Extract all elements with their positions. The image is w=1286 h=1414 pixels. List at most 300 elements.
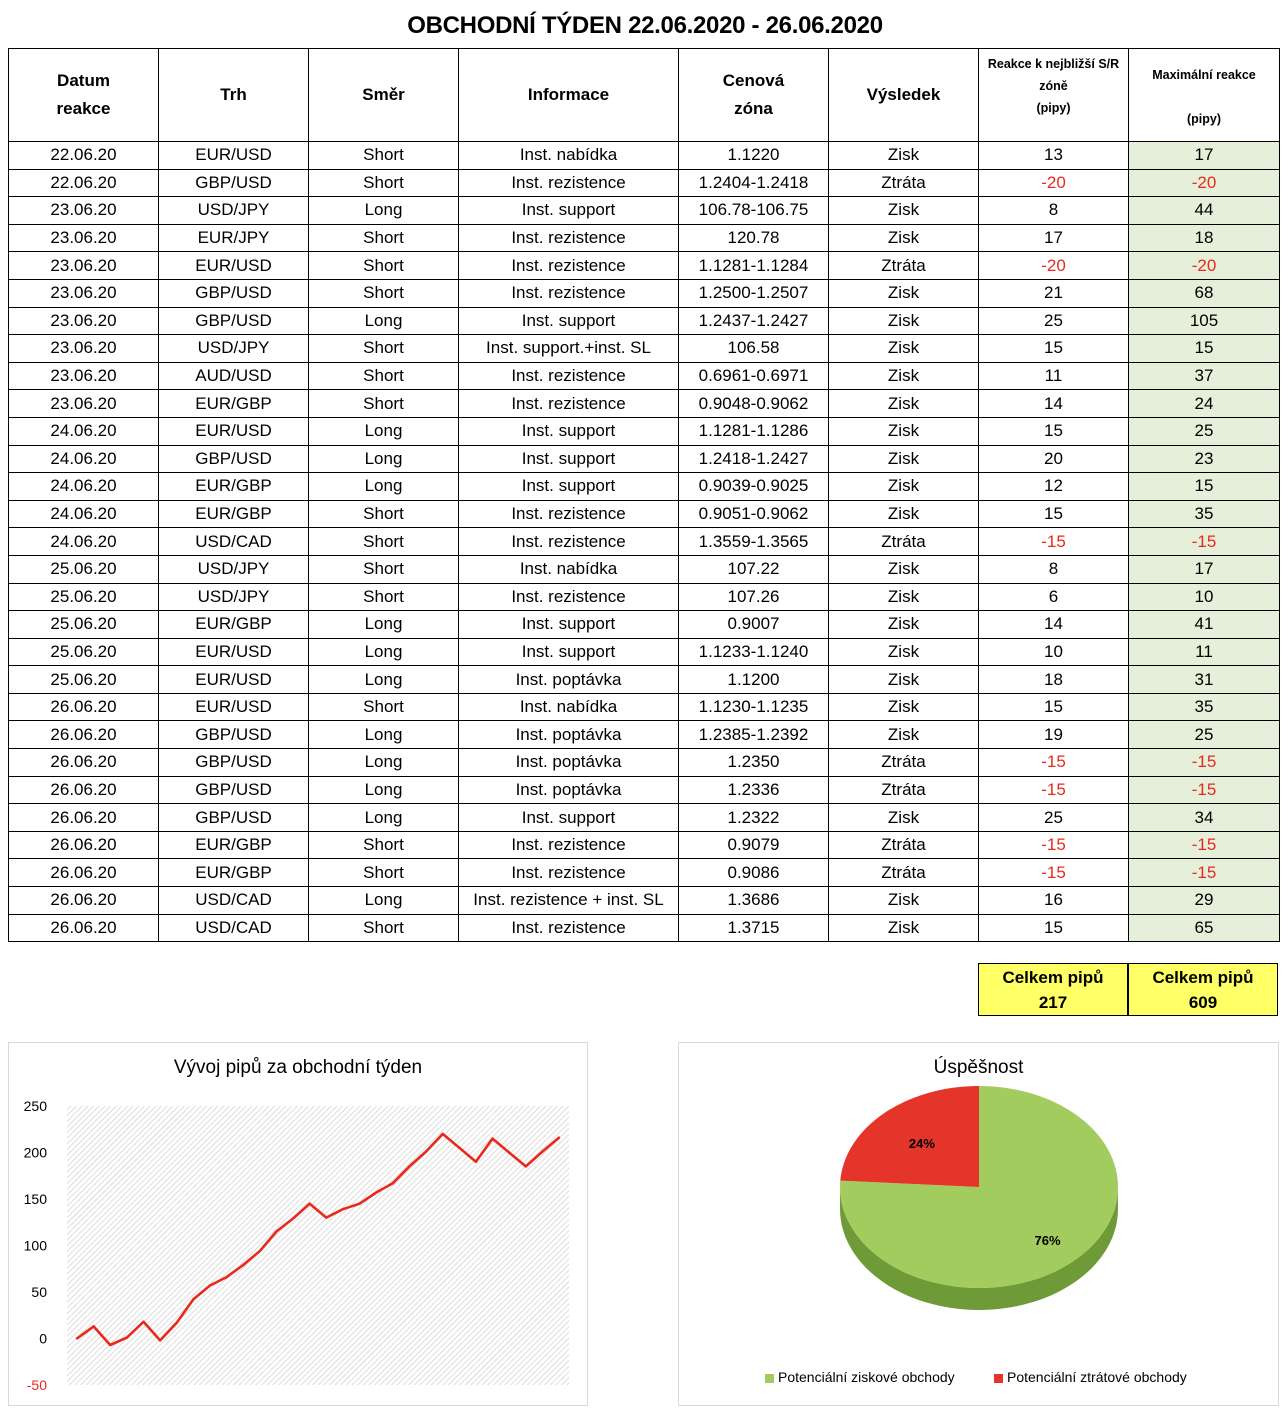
cell-smer: Short xyxy=(309,831,459,859)
cell-vysledek: Zisk xyxy=(829,142,979,170)
data-point xyxy=(192,1298,194,1300)
table-row xyxy=(9,279,1280,307)
cell-reakce: 12 xyxy=(979,473,1129,501)
legend-item-win xyxy=(765,1369,955,1385)
cell-cenova-zona: 1.2404-1.2418 xyxy=(679,169,829,197)
cell-max-reakce: 15 xyxy=(1129,473,1280,501)
cell-vysledek: Zisk xyxy=(829,721,979,749)
cell-informace: Inst. rezistence xyxy=(459,500,679,528)
total-reaction-label: Celkem pipů xyxy=(1002,968,1104,987)
cell-reakce: 15 xyxy=(979,693,1129,721)
cell-max-reakce: -15 xyxy=(1129,776,1280,804)
cell-vysledek: Zisk xyxy=(829,390,979,418)
table-row xyxy=(9,638,1280,666)
legend-swatch-win xyxy=(765,1374,774,1383)
cell-datum: 23.06.20 xyxy=(9,279,159,307)
cell-trh: AUD/USD xyxy=(159,362,309,390)
cell-cenova-zona: 1.1220 xyxy=(679,142,829,170)
cell-max-reakce: -15 xyxy=(1129,831,1280,859)
cell-datum: 23.06.20 xyxy=(9,362,159,390)
cell-smer: Short xyxy=(309,555,459,583)
cell-smer: Short xyxy=(309,583,459,611)
legend-label-win: Potenciální ziskové obchody xyxy=(778,1369,955,1385)
cell-reakce: -15 xyxy=(979,776,1129,804)
cell-cenova-zona: 107.22 xyxy=(679,555,829,583)
cell-max-reakce: -15 xyxy=(1129,749,1280,777)
table-row xyxy=(9,749,1280,777)
cell-vysledek: Ztráta xyxy=(829,749,979,777)
header-datum: Datum reakce xyxy=(9,49,159,142)
cell-smer: Long xyxy=(309,666,459,694)
cell-cenova-zona: 1.2336 xyxy=(679,776,829,804)
cell-reakce: 13 xyxy=(979,142,1129,170)
cell-cenova-zona: 1.3715 xyxy=(679,914,829,942)
cell-smer: Short xyxy=(309,169,459,197)
table-row xyxy=(9,804,1280,832)
cell-reakce: -15 xyxy=(979,528,1129,556)
cell-informace: Inst. rezistence xyxy=(459,390,679,418)
cell-max-reakce: 41 xyxy=(1129,611,1280,639)
cell-informace: Inst. support xyxy=(459,445,679,473)
cell-trh: EUR/USD xyxy=(159,638,309,666)
table-row xyxy=(9,583,1280,611)
data-point xyxy=(392,1182,394,1184)
cell-max-reakce: 31 xyxy=(1129,666,1280,694)
y-tick-label: 0 xyxy=(39,1330,47,1347)
data-point xyxy=(142,1321,144,1323)
cell-reakce: 15 xyxy=(979,417,1129,445)
data-point xyxy=(325,1216,327,1218)
cell-reakce: 10 xyxy=(979,638,1129,666)
cell-reakce: 11 xyxy=(979,362,1129,390)
cell-informace: Inst. rezistence xyxy=(459,224,679,252)
cell-max-reakce: 105 xyxy=(1129,307,1280,335)
cell-trh: EUR/USD xyxy=(159,417,309,445)
cell-trh: EUR/USD xyxy=(159,693,309,721)
legend-item-loss xyxy=(994,1369,1187,1385)
data-point xyxy=(292,1217,294,1219)
table-row xyxy=(9,555,1280,583)
pie-label-win: 76% xyxy=(1034,1233,1061,1249)
cell-vysledek: Zisk xyxy=(829,279,979,307)
data-point xyxy=(242,1264,244,1266)
cell-informace: Inst. rezistence xyxy=(459,583,679,611)
cell-trh: GBP/USD xyxy=(159,749,309,777)
cell-vysledek: Zisk xyxy=(829,693,979,721)
data-point xyxy=(558,1136,560,1138)
cell-datum: 22.06.20 xyxy=(9,142,159,170)
table-row xyxy=(9,142,1280,170)
cell-smer: Long xyxy=(309,721,459,749)
cell-cenova-zona: 1.1233-1.1240 xyxy=(679,638,829,666)
cell-datum: 25.06.20 xyxy=(9,583,159,611)
y-tick-label: 150 xyxy=(23,1191,47,1207)
cell-max-reakce: 18 xyxy=(1129,224,1280,252)
cell-vysledek: Zisk xyxy=(829,804,979,832)
cell-cenova-zona: 1.2500-1.2507 xyxy=(679,279,829,307)
table-row xyxy=(9,776,1280,804)
data-point xyxy=(425,1150,427,1152)
cell-max-reakce: 17 xyxy=(1129,142,1280,170)
cell-max-reakce: 35 xyxy=(1129,500,1280,528)
y-tick-label: -50 xyxy=(26,1377,47,1393)
cell-informace: Inst. support xyxy=(459,417,679,445)
cell-reakce: 20 xyxy=(979,445,1129,473)
cell-cenova-zona: 107.26 xyxy=(679,583,829,611)
cell-vysledek: Zisk xyxy=(829,611,979,639)
cell-informace: Inst. rezistence + inst. SL xyxy=(459,887,679,915)
cell-reakce: -20 xyxy=(979,169,1129,197)
table-row xyxy=(9,307,1280,335)
cell-reakce: -15 xyxy=(979,749,1129,777)
cell-datum: 23.06.20 xyxy=(9,224,159,252)
table-row xyxy=(9,831,1280,859)
cell-cenova-zona: 0.9086 xyxy=(679,859,829,887)
cell-trh: EUR/GBP xyxy=(159,859,309,887)
cell-cenova-zona: 1.2350 xyxy=(679,749,829,777)
cell-max-reakce: -15 xyxy=(1129,528,1280,556)
cell-trh: EUR/GBP xyxy=(159,500,309,528)
cell-trh: EUR/GBP xyxy=(159,390,309,418)
cell-cenova-zona: 0.9079 xyxy=(679,831,829,859)
cell-max-reakce: 17 xyxy=(1129,555,1280,583)
cell-reakce: -15 xyxy=(979,831,1129,859)
cell-informace: Inst. poptávka xyxy=(459,776,679,804)
cell-smer: Short xyxy=(309,500,459,528)
cell-smer: Long xyxy=(309,776,459,804)
cell-reakce: 14 xyxy=(979,611,1129,639)
cell-smer: Short xyxy=(309,252,459,280)
cell-vysledek: Zisk xyxy=(829,500,979,528)
data-point xyxy=(209,1284,211,1286)
cell-informace: Inst. rezistence xyxy=(459,362,679,390)
cell-max-reakce: 68 xyxy=(1129,279,1280,307)
cell-reakce: -20 xyxy=(979,252,1129,280)
data-point xyxy=(176,1322,178,1324)
cell-max-reakce: 25 xyxy=(1129,721,1280,749)
cell-max-reakce: 24 xyxy=(1129,390,1280,418)
data-point xyxy=(358,1203,360,1205)
cell-informace: Inst. support.+inst. SL xyxy=(459,335,679,363)
data-point xyxy=(275,1230,277,1232)
cell-smer: Short xyxy=(309,693,459,721)
cell-datum: 25.06.20 xyxy=(9,638,159,666)
line-chart-title: Vývoj pipů za obchodní týden xyxy=(173,1057,423,1078)
data-point xyxy=(92,1325,94,1327)
cell-vysledek: Zisk xyxy=(829,914,979,942)
cell-cenova-zona: 1.2385-1.2392 xyxy=(679,721,829,749)
cell-vysledek: Zisk xyxy=(829,638,979,666)
cell-max-reakce: 35 xyxy=(1129,693,1280,721)
pie-chart xyxy=(679,1043,1280,1407)
cell-vysledek: Zisk xyxy=(829,887,979,915)
y-tick-label: 250 xyxy=(23,1098,47,1114)
data-point xyxy=(309,1203,311,1205)
cell-smer: Long xyxy=(309,638,459,666)
cell-cenova-zona: 1.1281-1.1284 xyxy=(679,252,829,280)
data-point xyxy=(259,1250,261,1252)
cell-cenova-zona: 1.3686 xyxy=(679,887,829,915)
cell-cenova-zona: 106.78-106.75 xyxy=(679,197,829,225)
cell-smer: Long xyxy=(309,417,459,445)
cell-informace: Inst. poptávka xyxy=(459,749,679,777)
cell-vysledek: Zisk xyxy=(829,417,979,445)
cell-datum: 24.06.20 xyxy=(9,445,159,473)
cell-datum: 24.06.20 xyxy=(9,417,159,445)
legend-swatch-loss xyxy=(994,1374,1003,1383)
plot-area xyxy=(67,1106,569,1385)
cell-datum: 23.06.20 xyxy=(9,252,159,280)
cell-smer: Short xyxy=(309,362,459,390)
table-row xyxy=(9,197,1280,225)
cell-informace: Inst. rezistence xyxy=(459,528,679,556)
table-row xyxy=(9,224,1280,252)
line-chart xyxy=(9,1043,589,1407)
cell-datum: 23.06.20 xyxy=(9,197,159,225)
cell-smer: Long xyxy=(309,445,459,473)
data-point xyxy=(76,1337,78,1339)
data-point xyxy=(225,1276,227,1278)
cell-informace: Inst. rezistence xyxy=(459,169,679,197)
cell-informace: Inst. rezistence xyxy=(459,252,679,280)
cell-trh: EUR/GBP xyxy=(159,611,309,639)
table-row xyxy=(9,445,1280,473)
cell-smer: Long xyxy=(309,749,459,777)
data-point xyxy=(375,1191,377,1193)
cell-vysledek: Ztráta xyxy=(829,169,979,197)
cell-smer: Long xyxy=(309,887,459,915)
cell-vysledek: Ztráta xyxy=(829,859,979,887)
cell-trh: EUR/USD xyxy=(159,252,309,280)
cell-reakce: 18 xyxy=(979,666,1129,694)
cell-trh: EUR/GBP xyxy=(159,473,309,501)
cell-reakce: 15 xyxy=(979,335,1129,363)
cell-smer: Short xyxy=(309,528,459,556)
cell-cenova-zona: 1.3559-1.3565 xyxy=(679,528,829,556)
table-row xyxy=(9,528,1280,556)
data-point xyxy=(126,1336,128,1338)
total-max-label: Celkem pipů xyxy=(1152,968,1254,987)
cell-reakce: -15 xyxy=(979,859,1129,887)
cell-reakce: 25 xyxy=(979,804,1129,832)
cell-reakce: 15 xyxy=(979,914,1129,942)
cell-informace: Inst. support xyxy=(459,638,679,666)
cell-datum: 26.06.20 xyxy=(9,831,159,859)
page-title: OBCHODNÍ TÝDEN 22.06.2020 - 26.06.2020 xyxy=(407,12,883,39)
cell-vysledek: Zisk xyxy=(829,307,979,335)
table-row xyxy=(9,169,1280,197)
cell-reakce: 25 xyxy=(979,307,1129,335)
cell-max-reakce: 44 xyxy=(1129,197,1280,225)
line-chart-panel xyxy=(8,1042,588,1406)
cell-reakce: 15 xyxy=(979,500,1129,528)
cell-datum: 23.06.20 xyxy=(9,307,159,335)
table-row xyxy=(9,362,1280,390)
cell-informace: Inst. poptávka xyxy=(459,721,679,749)
cell-trh: EUR/GBP xyxy=(159,831,309,859)
cell-trh: USD/JPY xyxy=(159,335,309,363)
cell-reakce: 8 xyxy=(979,555,1129,583)
cell-trh: GBP/USD xyxy=(159,776,309,804)
trades-table xyxy=(8,48,1280,942)
cell-max-reakce: -20 xyxy=(1129,252,1280,280)
cell-datum: 24.06.20 xyxy=(9,528,159,556)
data-point xyxy=(458,1147,460,1149)
cell-vysledek: Zisk xyxy=(829,555,979,583)
cell-smer: Long xyxy=(309,611,459,639)
cell-cenova-zona: 1.1281-1.1286 xyxy=(679,417,829,445)
table-header-row xyxy=(9,49,1280,142)
cell-smer: Short xyxy=(309,224,459,252)
cell-smer: Short xyxy=(309,142,459,170)
cell-vysledek: Ztráta xyxy=(829,831,979,859)
cell-vysledek: Ztráta xyxy=(829,776,979,804)
legend-label-loss: Potenciální ztrátové obchody xyxy=(1007,1369,1187,1385)
cell-trh: EUR/USD xyxy=(159,142,309,170)
cell-reakce: 21 xyxy=(979,279,1129,307)
cell-datum: 22.06.20 xyxy=(9,169,159,197)
cell-max-reakce: -15 xyxy=(1129,859,1280,887)
cell-trh: GBP/USD xyxy=(159,804,309,832)
cell-datum: 24.06.20 xyxy=(9,500,159,528)
cell-informace: Inst. support xyxy=(459,473,679,501)
cell-cenova-zona: 120.78 xyxy=(679,224,829,252)
table-row xyxy=(9,666,1280,694)
cell-datum: 23.06.20 xyxy=(9,390,159,418)
cell-trh: EUR/USD xyxy=(159,666,309,694)
total-max-box xyxy=(1128,963,1278,1016)
cell-trh: USD/CAD xyxy=(159,528,309,556)
pie-chart-panel xyxy=(678,1042,1279,1406)
data-point xyxy=(491,1137,493,1139)
cell-trh: USD/CAD xyxy=(159,887,309,915)
cell-vysledek: Zisk xyxy=(829,473,979,501)
data-point xyxy=(475,1161,477,1163)
cell-datum: 25.06.20 xyxy=(9,555,159,583)
pie-label-loss: 24% xyxy=(908,1135,935,1151)
cell-datum: 26.06.20 xyxy=(9,804,159,832)
table-row xyxy=(9,611,1280,639)
cell-max-reakce: 10 xyxy=(1129,583,1280,611)
cell-datum: 24.06.20 xyxy=(9,473,159,501)
pie-chart-title: Úspěšnost xyxy=(933,1057,1024,1078)
table-row xyxy=(9,859,1280,887)
table-row xyxy=(9,914,1280,942)
cell-datum: 26.06.20 xyxy=(9,887,159,915)
cell-smer: Short xyxy=(309,859,459,887)
total-reaction-value: 217 xyxy=(1038,993,1068,1012)
cell-informace: Inst. rezistence xyxy=(459,914,679,942)
cell-reakce: 14 xyxy=(979,390,1129,418)
cell-cenova-zona: 106.58 xyxy=(679,335,829,363)
data-point xyxy=(342,1208,344,1210)
cell-informace: Inst. rezistence xyxy=(459,831,679,859)
cell-informace: Inst. support xyxy=(459,611,679,639)
cell-informace: Inst. rezistence xyxy=(459,279,679,307)
cell-max-reakce: 25 xyxy=(1129,417,1280,445)
cell-trh: GBP/USD xyxy=(159,445,309,473)
y-tick-label: 200 xyxy=(23,1144,47,1161)
cell-max-reakce: 15 xyxy=(1129,335,1280,363)
cell-cenova-zona: 0.6961-0.6971 xyxy=(679,362,829,390)
header-vysledek: Výsledek xyxy=(829,49,979,142)
cell-smer: Long xyxy=(309,473,459,501)
cell-informace: Inst. support xyxy=(459,197,679,225)
y-tick-label: 100 xyxy=(23,1237,47,1254)
cell-smer: Short xyxy=(309,914,459,942)
table-row xyxy=(9,721,1280,749)
cell-informace: Inst. poptávka xyxy=(459,666,679,694)
cell-trh: EUR/JPY xyxy=(159,224,309,252)
cell-vysledek: Zisk xyxy=(829,445,979,473)
cell-smer: Short xyxy=(309,279,459,307)
cell-datum: 23.06.20 xyxy=(9,335,159,363)
cell-trh: GBP/USD xyxy=(159,169,309,197)
cell-reakce: 16 xyxy=(979,887,1129,915)
cell-max-reakce: -20 xyxy=(1129,169,1280,197)
header-cenova-zona: Cenová zóna xyxy=(679,49,829,142)
table-row xyxy=(9,252,1280,280)
data-point xyxy=(159,1339,161,1341)
data-point xyxy=(408,1165,410,1167)
cell-vysledek: Zisk xyxy=(829,666,979,694)
cell-cenova-zona: 1.2437-1.2427 xyxy=(679,307,829,335)
data-point xyxy=(541,1150,543,1152)
cell-max-reakce: 65 xyxy=(1129,914,1280,942)
header-smer: Směr xyxy=(309,49,459,142)
cell-max-reakce: 23 xyxy=(1129,445,1280,473)
cell-datum: 26.06.20 xyxy=(9,859,159,887)
data-point xyxy=(508,1151,510,1153)
cell-cenova-zona: 1.1230-1.1235 xyxy=(679,693,829,721)
header-trh: Trh xyxy=(159,49,309,142)
total-reaction-box xyxy=(978,963,1128,1016)
data-point xyxy=(442,1133,444,1135)
cell-smer: Short xyxy=(309,335,459,363)
cell-smer: Long xyxy=(309,197,459,225)
cell-datum: 26.06.20 xyxy=(9,776,159,804)
cell-reakce: 19 xyxy=(979,721,1129,749)
cell-informace: Inst. nabídka xyxy=(459,693,679,721)
cell-trh: USD/JPY xyxy=(159,197,309,225)
cell-datum: 25.06.20 xyxy=(9,666,159,694)
cell-smer: Short xyxy=(309,390,459,418)
cell-datum: 26.06.20 xyxy=(9,693,159,721)
cell-datum: 26.06.20 xyxy=(9,721,159,749)
cell-vysledek: Zisk xyxy=(829,583,979,611)
cell-cenova-zona: 1.1200 xyxy=(679,666,829,694)
cell-cenova-zona: 0.9007 xyxy=(679,611,829,639)
table-row xyxy=(9,390,1280,418)
table-row xyxy=(9,887,1280,915)
table-row xyxy=(9,500,1280,528)
cell-cenova-zona: 0.9048-0.9062 xyxy=(679,390,829,418)
cell-trh: USD/JPY xyxy=(159,583,309,611)
data-point xyxy=(525,1165,527,1167)
cell-reakce: 8 xyxy=(979,197,1129,225)
cell-datum: 25.06.20 xyxy=(9,611,159,639)
total-max-value: 609 xyxy=(1188,993,1218,1012)
cell-informace: Inst. nabídka xyxy=(459,142,679,170)
cell-vysledek: Zisk xyxy=(829,335,979,363)
cell-cenova-zona: 1.2322 xyxy=(679,804,829,832)
cell-cenova-zona: 1.2418-1.2427 xyxy=(679,445,829,473)
header-max-reakce: Maximální reakce (pipy) xyxy=(1129,49,1280,142)
cell-vysledek: Ztráta xyxy=(829,528,979,556)
table-row xyxy=(9,335,1280,363)
cell-datum: 26.06.20 xyxy=(9,914,159,942)
cell-informace: Inst. support xyxy=(459,804,679,832)
